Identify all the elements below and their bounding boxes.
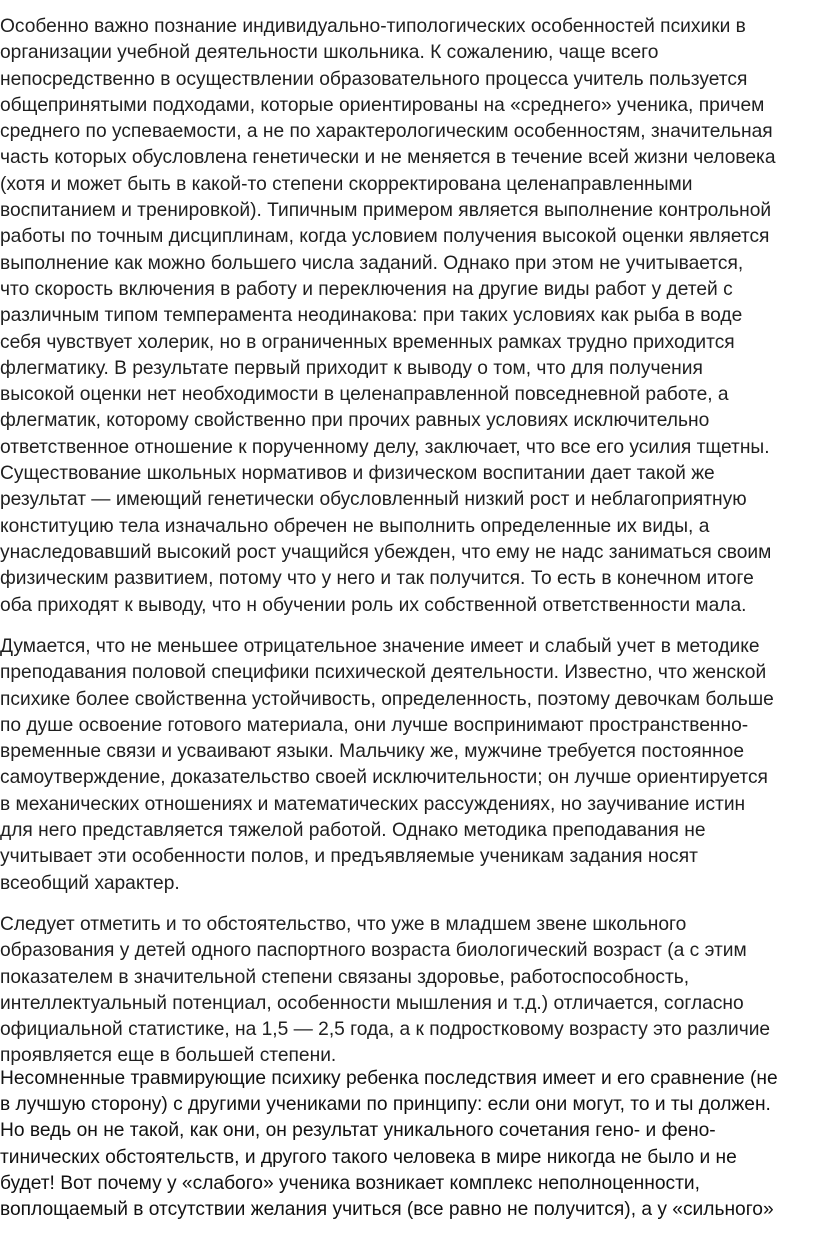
paragraph-3: Следует отметить и то обстоятельство, что уже в младшем звене школьного образования у детей одного паспортного возраста биологический возраст (а с этим показателем в значительной степени связаны здоровье, работоспособность, интеллектуальный потенциал, особенности мышления и т.д.) отличается, согласно официальной статистике, на 1,5 — 2,5 года, а к подростковому возрасту это различие проявляется еще в большей степени. (0, 914, 771, 1067)
paragraph-4: Несомненные травмирующие психику ребенка последствия имеет и его сравнение (не в лучшую сторону) с другими учениками по принципу: если они могут, то и ты должен. Но ведь он не такой, как они, он результат уникального сочетания гено- и фено- тинических обстоятельств, и другого такого человека в мире никогда не было и не будет! Вот почему у «слабого» ученика возникает комплекс неполноценности, воплощаемый в отсутствии желания учиться (все равно не получится), а у «сильного» (0, 1068, 778, 1221)
paragraph-2: Думается, что не меньшее отрицательное значение имеет и слабый учет в методике преподавания половой специфики психической деятельности. Известно, что женской психике более свойственна устойчивость, определенность, поэтому девочкам больше по душе освоение готового материала, они лучше воспринимают пространственно- временные связи и усваивают языки. Мальчику же, мужчине требуется постоянное самоутверждение, доказательство своей исключительности; он лучше ориентируется в механических отношениях и математических рассуждениях, но заучивание истин для него представляется тяжелой работой. Однако методика преподавания не учитывает эти особенности полов, и предъявляемые ученикам задания носят всеобщий характер. (0, 636, 774, 894)
paragraph-1: Особенно важно познание индивидуально-типологических особенностей психики в организации учебной деятельности школьника. К сожалению, чаще всего непосредственно в осуществлении образовательного процесса учитель пользуется общепринятыми подходами, которые ориентированы на «среднего» ученика, причем среднего по успеваемости, а не по характерологическим особенностям, значительная часть которых обусловлена генетически и не меняется в течение всей жизни человека (хотя и может быть в какой-то степени скорректирована целенаправленными воспитанием и тренировкой). Типичным примером является выполнение контрольной работы по точным дисциплинам, когда условием получения высокой оценки является выполнение как можно большего числа заданий. Однако при этом не учитывается, что скорость включения в работу и переключения на другие виды работ у детей с различным типом темперамента неодинакова: при таких условиях как рыба в воде себя чувствует холерик, но в ограниченных временных рамках трудно приходится флегматику. В результате первый приходит к выводу о том, что для получения высокой оценки нет необходимости в целенаправленной повседневной работе, а флегматик, которому свойственно при прочих равных условиях исключительно ответственное отношение к порученному делу, заключает, что все его усилия тщетны. Существование школьных нормативов и физическом воспитании дает такой же результат — имеющий генетически обусловленный низкий рост и неблагоприятную конституцию тела изначально обречен не выполнить определенные их виды, а унаследовавший высокий рост учащийся убежден, что ему не надс заниматься своим физическим развитием, потому что у него и так получится. То есть в конечном итоге оба приходят к выводу, что н обучении роль их собственной ответственности мала. (0, 16, 776, 616)
